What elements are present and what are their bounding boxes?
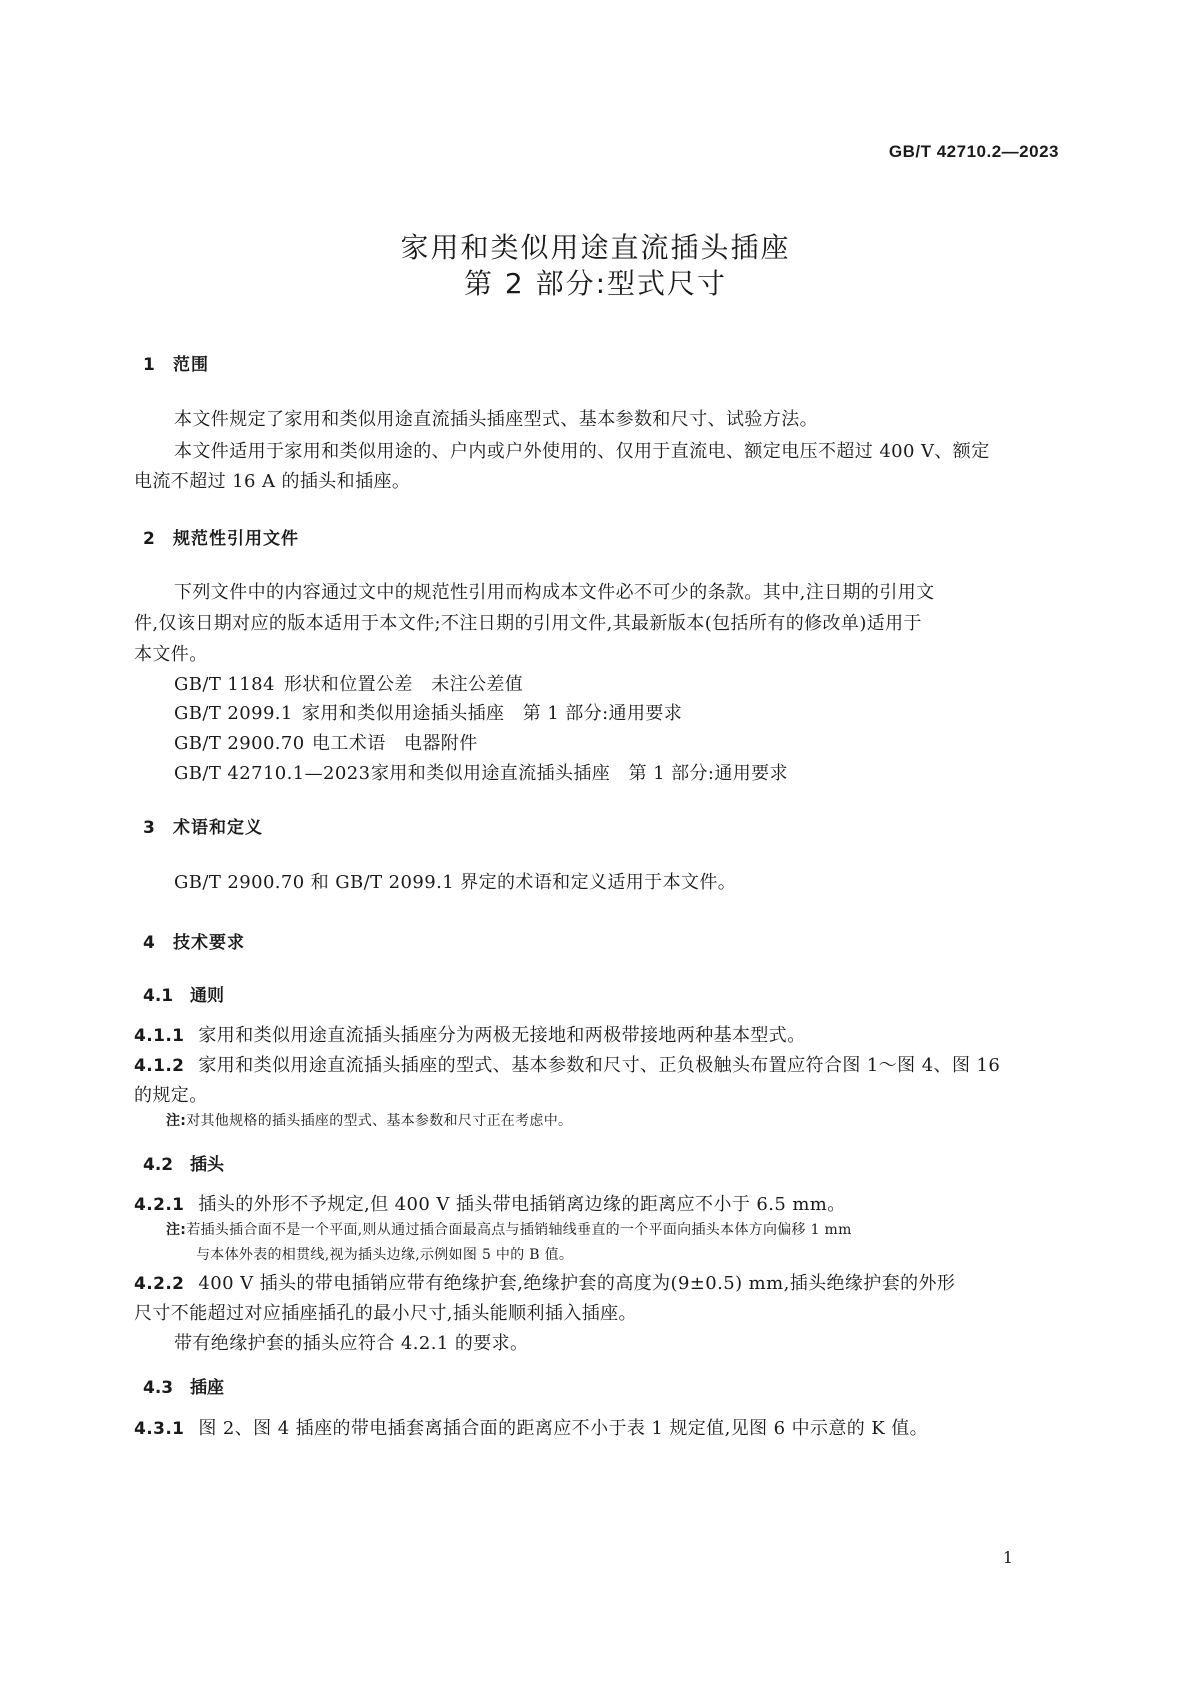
clause-number: 4.1.2 xyxy=(134,1056,185,1076)
reference-code: GB/T 42710.1—2023 xyxy=(174,763,371,784)
clause-4-1-1 xyxy=(134,1021,806,1047)
references-intro-line1: 下列文件中的内容通过文中的规范性引用而构成本文件必不可少的条款。其中,注日期的引用文 xyxy=(174,582,935,603)
subsection-title: 插头 xyxy=(190,1155,224,1175)
clause-text: 插头的外形不予规定,但 400 V 插头带电插销离边缘的距离应不小于 6.5 mm。 xyxy=(198,1194,846,1215)
section-number: 1 xyxy=(143,355,156,375)
document-title-line1: 家用和类似用途直流插头插座 xyxy=(400,231,791,264)
subsection-title: 通则 xyxy=(190,986,224,1006)
clause-number: 4.2.1 xyxy=(134,1195,185,1215)
section-number: 2 xyxy=(143,529,156,549)
section-4-heading xyxy=(143,928,245,953)
reference-item xyxy=(174,759,788,785)
reference-code: GB/T 1184 xyxy=(174,674,275,695)
note-label: 注: xyxy=(166,1222,187,1238)
scope-paragraph-2-line2: 电流不超过 16 A 的插头和插座。 xyxy=(134,471,411,492)
note-4-2-line1 xyxy=(166,1219,852,1239)
reference-code: GB/T 2099.1 xyxy=(174,703,293,724)
note-text: 若插头插合面不是一个平面,则从通过插合面最高点与插销轴线垂直的一个平面向插头本体方向偏移 1 mm xyxy=(186,1222,852,1238)
reference-item xyxy=(174,670,523,696)
reference-title: 电工术语 电器附件 xyxy=(312,733,478,754)
section-title: 规范性引用文件 xyxy=(173,529,299,549)
subsection-4-1-heading xyxy=(143,981,224,1006)
clause-text: 图 2、图 4 插座的带电插套离插合面的距离应不小于表 1 规定值,见图 6 中示意的 K 值。 xyxy=(198,1418,929,1439)
clause-text: 家用和类似用途直流插头插座分为两极无接地和两极带接地两种基本型式。 xyxy=(198,1025,806,1046)
section-number: 3 xyxy=(143,818,156,838)
subsection-4-3-heading xyxy=(143,1373,224,1398)
clause-text: 家用和类似用途直流插头插座的型式、基本参数和尺寸、正负极触头布置应符合图 1～图 4、图 16 xyxy=(198,1055,1001,1076)
note-text: 对其他规格的插头插座的型式、基本参数和尺寸正在考虑中。 xyxy=(186,1113,573,1129)
reference-title: 家用和类似用途直流插头插座 第 1 部分:通用要求 xyxy=(371,763,788,784)
reference-title: 形状和位置公差 未注公差值 xyxy=(284,674,524,695)
subsection-title: 插座 xyxy=(190,1378,224,1398)
reference-item xyxy=(174,729,478,755)
clause-4-2-2-line2: 尺寸不能超过对应插座插孔的最小尺寸,插头能顺利插入插座。 xyxy=(134,1303,637,1324)
standard-code: GB/T 42710.2—2023 xyxy=(888,142,1059,161)
section-1-heading xyxy=(143,350,209,375)
page-number: 1 xyxy=(1002,1548,1013,1567)
subsection-number: 4.1 xyxy=(143,986,174,1006)
section-3-heading xyxy=(143,813,263,838)
section-title: 术语和定义 xyxy=(173,818,263,838)
clause-4-2-2-line1 xyxy=(134,1269,955,1295)
clause-number: 4.1.1 xyxy=(134,1026,185,1046)
clause-text: 400 V 插头的带电插销应带有绝缘护套,绝缘护套的高度为(9±0.5) mm,插头绝缘护套的外形 xyxy=(198,1273,956,1294)
section-title: 技术要求 xyxy=(173,933,245,953)
reference-title: 家用和类似用途插头插座 第 1 部分:通用要求 xyxy=(302,703,683,724)
scope-paragraph-1: 本文件规定了家用和类似用途直流插头插座型式、基本参数和尺寸、试验方法。 xyxy=(174,409,818,430)
section-number: 4 xyxy=(143,933,156,953)
subsection-4-2-heading xyxy=(143,1150,224,1175)
note-4-1 xyxy=(166,1110,572,1130)
section-2-heading xyxy=(143,524,299,549)
clause-4-1-2-line1 xyxy=(134,1051,1000,1077)
references-intro-line2: 件,仅该日期对应的版本适用于本文件;不注日期的引用文件,其最新版本(包括所有的修改单)适用于 xyxy=(134,613,922,634)
subsection-number: 4.2 xyxy=(143,1155,174,1175)
document-title-line2: 第 2 部分:型式尺寸 xyxy=(463,267,728,300)
clause-4-1-2-line2: 的规定。 xyxy=(134,1085,208,1106)
reference-code: GB/T 2900.70 xyxy=(174,733,305,754)
clause-number: 4.3.1 xyxy=(134,1419,185,1439)
clause-4-2-1 xyxy=(134,1190,846,1216)
reference-item xyxy=(174,699,682,725)
section-title: 范围 xyxy=(173,355,209,375)
terms-paragraph: GB/T 2900.70 和 GB/T 2099.1 界定的术语和定义适用于本文件。 xyxy=(174,872,737,893)
clause-number: 4.2.2 xyxy=(134,1274,185,1294)
clause-4-2-2-paragraph: 带有绝缘护套的插头应符合 4.2.1 的要求。 xyxy=(174,1333,529,1354)
note-4-2-line2: 与本体外表的相贯线,视为插头边缘,示例如图 5 中的 B 值。 xyxy=(196,1247,574,1263)
subsection-number: 4.3 xyxy=(143,1378,174,1398)
references-intro-line3: 本文件。 xyxy=(134,644,208,665)
clause-4-3-1 xyxy=(134,1414,928,1440)
note-label: 注: xyxy=(166,1113,187,1129)
scope-paragraph-2-line1: 本文件适用于家用和类似用途的、户内或户外使用的、仅用于直流电、额定电压不超过 400 V、额定 xyxy=(174,441,990,462)
